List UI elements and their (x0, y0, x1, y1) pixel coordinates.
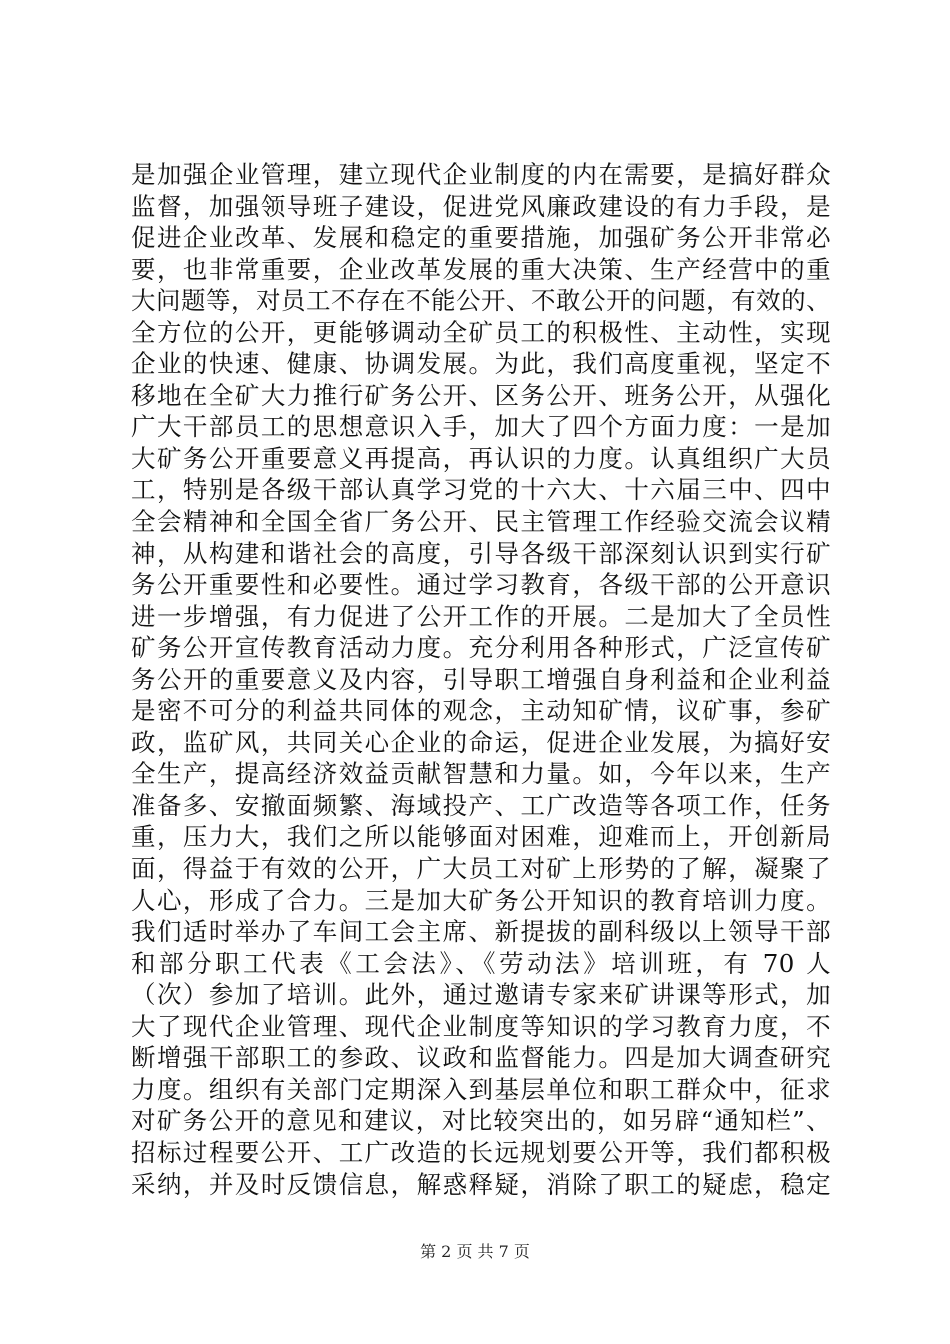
text-line: 全会精神和全国全省厂务公开、民主管理工作经验交流会议精 (131, 507, 831, 537)
text-line: 是加强企业管理，建立现代企业制度的内在需要，是搞好群众 (131, 160, 831, 189)
text-line: 矿务公开宣传教育活动力度。充分利用各种形式，广泛宣传矿 (131, 633, 831, 663)
text-line: 和部分职工代表《工会法》、《劳动法》培训班，有 70 人 (131, 948, 831, 978)
text-line: 务公开的重要意义及内容，引导职工增强自身利益和企业利益 (131, 664, 831, 694)
body-text (131, 159, 831, 1200)
text-line: 企业的快速、健康、协调发展。为此，我们高度重视，坚定不 (131, 349, 831, 379)
text-line: 政，监矿风，共同关心企业的命运，促进企业发展，为搞好安 (131, 727, 831, 757)
text-line: 大问题等，对员工不存在不能公开、不敢公开的问题，有效的、 (131, 286, 831, 316)
text-line: 准备多、安撤面频繁、海域投产、工广改造等各项工作，任务 (131, 790, 831, 820)
text-line: 工，特别是各级干部认真学习党的十六大、十六届三中、四中 (131, 475, 831, 505)
text-line: 我们适时举办了车间工会主席、新提拔的副科级以上领导干部 (131, 917, 831, 947)
text-line: 全生产，提高经济效益贡献智慧和力量。如，今年以来，生产 (131, 759, 831, 789)
text-line: 招标过程要公开、工广改造的长远规划要公开等，我们都积极 (131, 1137, 831, 1167)
text-line: 面，得益于有效的公开，广大员工对矿上形势的了解，凝聚了 (131, 854, 831, 884)
text-line: 神，从构建和谐社会的高度，引导各级干部深刻认识到实行矿 (131, 538, 831, 568)
text-line: 是密不可分的利益共同体的观念，主动知矿情，议矿事，参矿 (131, 696, 831, 726)
text-line: 断增强干部职工的参政、议政和监督能力。四是加大调查研究 (131, 1043, 831, 1073)
text-line: （次）参加了培训。此外，通过邀请专家来矿讲课等形式，加 (131, 980, 831, 1010)
text-line: 务公开重要性和必要性。通过学习教育，各级干部的公开意识 (131, 570, 831, 600)
text-line: 进一步增强，有力促进了公开工作的开展。二是加大了全员性 (131, 601, 831, 631)
text-line: 要，也非常重要，企业改革发展的重大决策、生产经营中的重 (131, 254, 831, 284)
text-line: 广大干部员工的思想意识入手，加大了四个方面力度：一是加 (131, 412, 831, 442)
page-number-footer: 第 2 页 共 7 页 (420, 1242, 530, 1261)
text-line: 监督，加强领导班子建设，促进党风廉政建设的有力手段，是 (131, 191, 831, 221)
text-line: 全方位的公开，更能够调动全矿员工的积极性、主动性，实现 (131, 317, 831, 347)
text-line: 采纳，并及时反馈信息，解惑释疑，消除了职工的疑虑，稳定 (131, 1169, 831, 1199)
text-line: 力度。组织有关部门定期深入到基层单位和职工群众中，征求 (131, 1074, 831, 1104)
text-line: 人心，形成了合力。三是加大矿务公开知识的教育培训力度。 (131, 885, 831, 915)
text-line: 促进企业改革、发展和稳定的重要措施，加强矿务公开非常必 (131, 223, 831, 253)
text-line: 移地在全矿大力推行矿务公开、区务公开、班务公开，从强化 (131, 380, 831, 410)
text-line: 对矿务公开的意见和建议，对比较突出的，如另辟“通知栏”、 (131, 1106, 831, 1136)
text-line: 大矿务公开重要意义再提高，再认识的力度。认真组织广大员 (131, 443, 831, 473)
text-line: 大了现代企业管理、现代企业制度等知识的学习教育力度，不 (131, 1011, 831, 1041)
text-line: 重，压力大，我们之所以能够面对困难，迎难而上，开创新局 (131, 822, 831, 852)
